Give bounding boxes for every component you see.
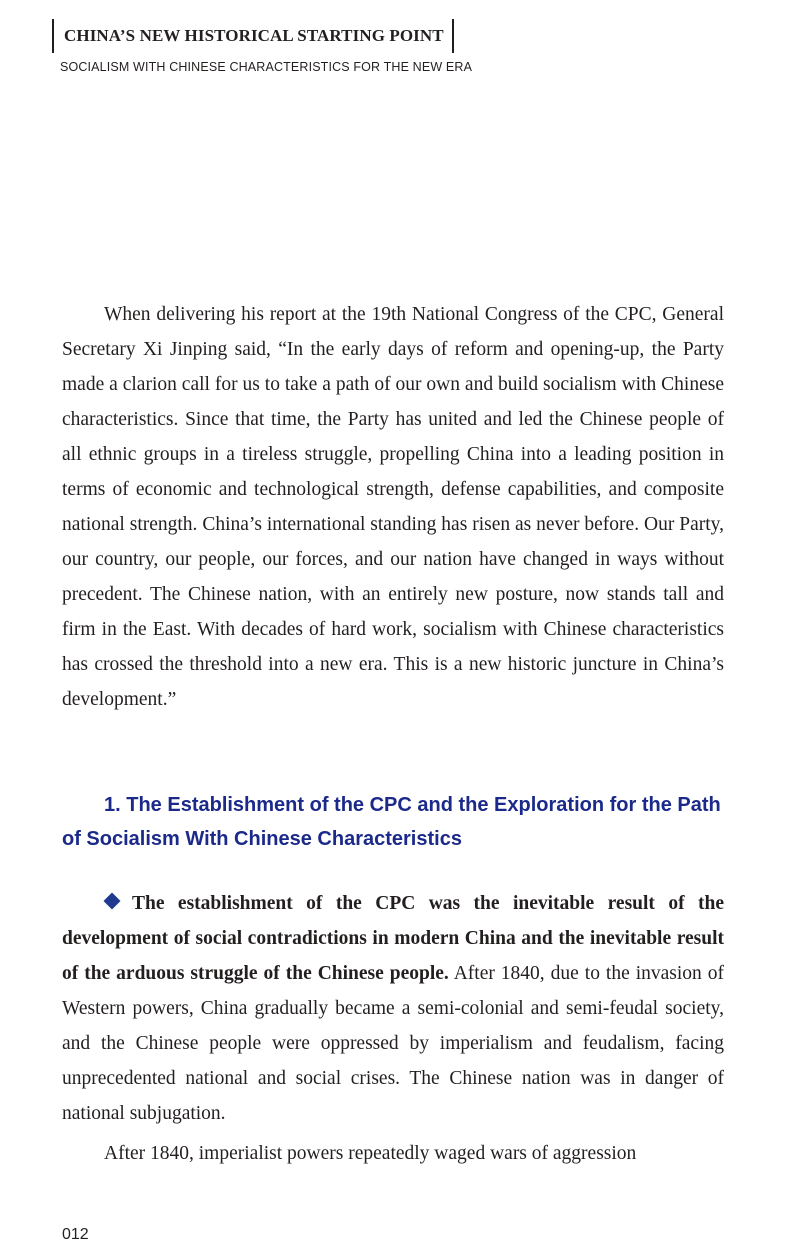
body-paragraph-3: After 1840, imperialist powers repeatedly waged wars of aggression bbox=[104, 1143, 637, 1164]
diamond-icon bbox=[104, 893, 121, 910]
body-paragraph-2 bbox=[62, 886, 724, 1131]
body-paragraph-1: When delivering his report at the 19th National Congress of the CPC, General Secretary Xi Jinping said, “In the early days of reform and opening-up, the Party made a clarion call for us to take a path of our own and build socialism with Chinese characteristics. Since that time, the Party has united and led the Chinese people of all ethnic groups in a tireless struggle, propelling China into a leading position in terms of economic and technological strength, defense capabilities, and composite national strength. China’s international standing has risen as never before. Our Party, our country, our people, our forces, and our nation have changed in ways without precedent. The Chinese nation, with an entirely new posture, now stands tall and firm in the East. With decades of hard work, socialism with Chinese characteristics has crossed the threshold into a new era. This is a new historic juncture in China’s development.” bbox=[62, 304, 724, 710]
running-header bbox=[52, 18, 472, 74]
body-paragraph-2-lead: The establishment of the CPC was the inevitable result of the development of social contradictions in modern China and the inevitable result of the arduous struggle of the Chinese people. bbox=[62, 893, 724, 984]
running-header-title-row bbox=[52, 18, 472, 54]
right-rule bbox=[452, 19, 454, 53]
running-header-subtitle: SOCIALISM WITH CHINESE CHARACTERISTICS FOR THE NEW ERA bbox=[60, 60, 473, 74]
section-heading: 1. The Establishment of the CPC and the Exploration for the Path of Socialism With Chinese Characteristics bbox=[62, 794, 721, 850]
body-paragraph-2-rest: After 1840, due to the invasion of Western powers, China gradually became a semi-colonial and semi-feudal society, and the Chinese people were oppressed by imperialism and feudalism, facing unprecedented national and social crises. The Chinese nation was in danger of national subjugation. bbox=[62, 963, 724, 1124]
page-number: 012 bbox=[62, 1226, 89, 1243]
running-header-title: CHINA’S NEW HISTORICAL STARTING POINT bbox=[64, 26, 444, 45]
